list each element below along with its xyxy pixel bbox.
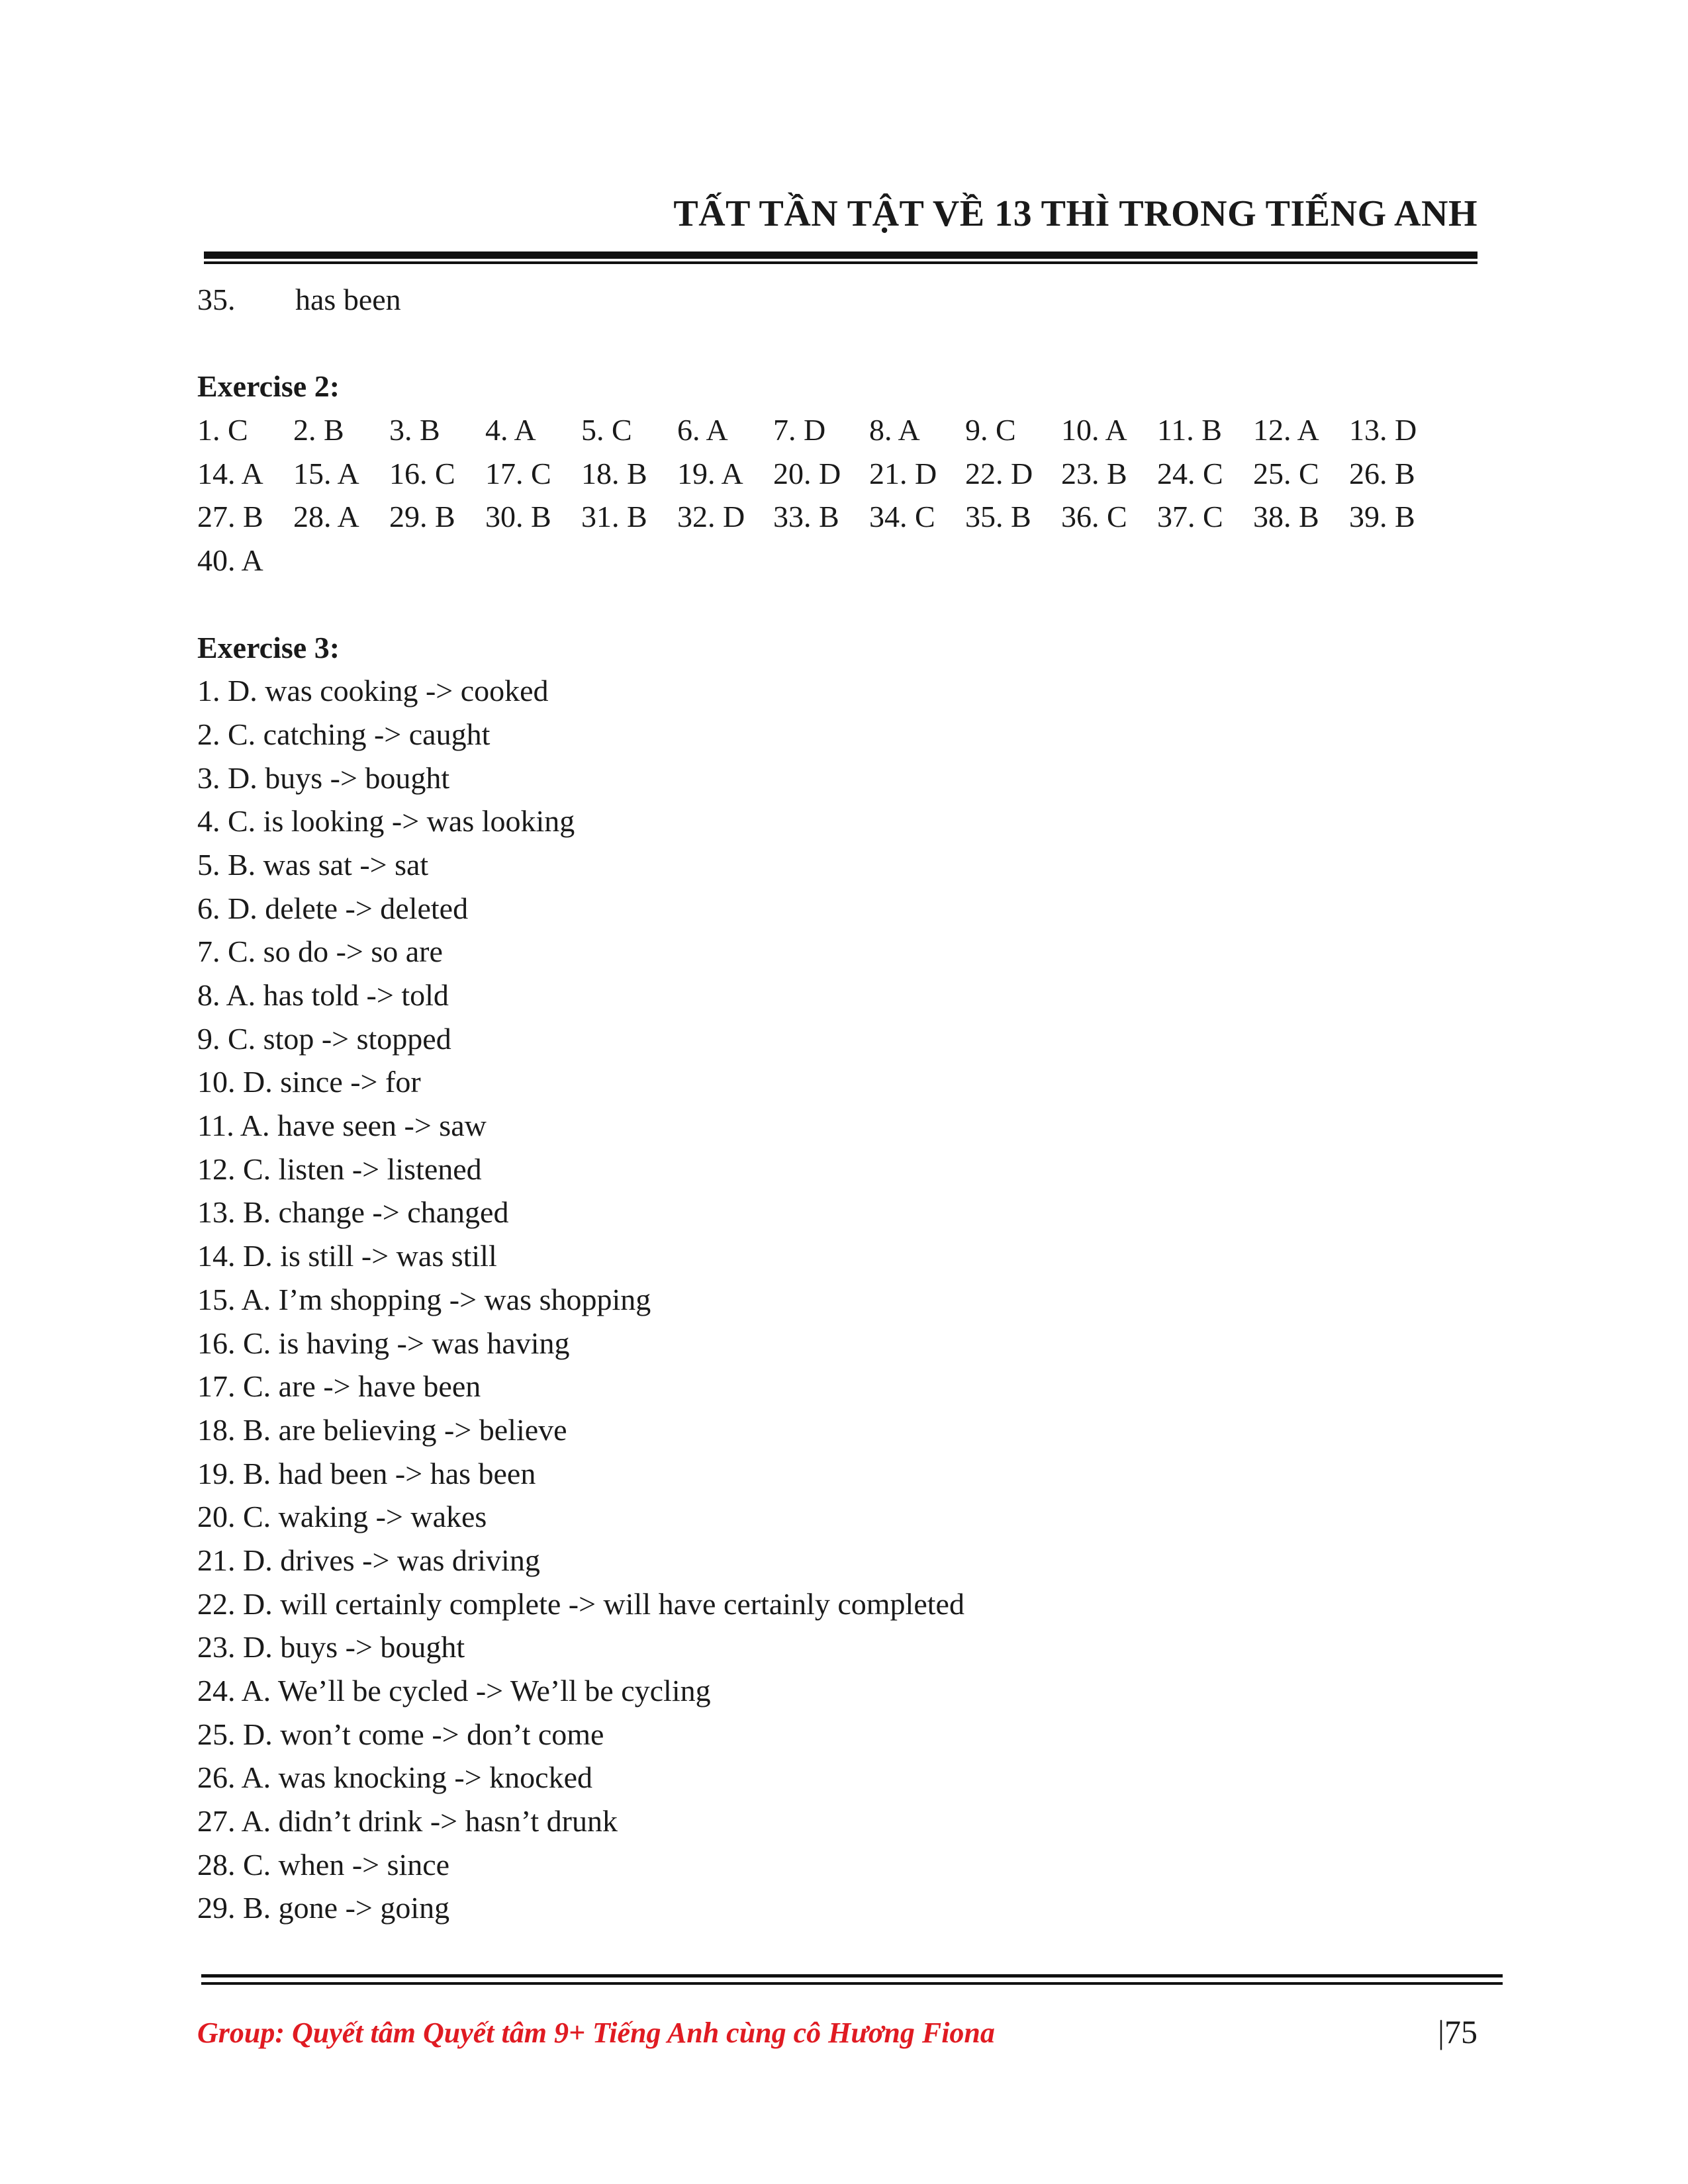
exercise-2-answer: 16. C	[389, 456, 455, 490]
exercise-2-answer: 29. B	[389, 500, 455, 534]
exercise-2-answer: 24. C	[1157, 456, 1223, 490]
exercise-2-answer: 4. A	[485, 413, 536, 447]
exercise-3-answer: 4. C. is looking -> was looking	[197, 804, 575, 839]
exercise-3-answer: 1. D. was cooking -> cooked	[197, 674, 549, 708]
exercise-3-answer: 11. A. have seen -> saw	[197, 1109, 487, 1143]
exercise-2-answer: 18. B	[581, 456, 647, 490]
exercise-2-answer: 25. C	[1253, 456, 1319, 490]
exercise-2-answer: 35. B	[965, 500, 1031, 534]
exercise-2-answer: 14. A	[197, 456, 263, 490]
exercise-2-answer: 8. A	[869, 413, 920, 447]
continued-answer-35	[197, 278, 1495, 322]
exercise-2-answer: 23. B	[1061, 456, 1127, 490]
exercise-2-answer: 40. A	[197, 543, 263, 578]
exercise-2-answer: 31. B	[581, 500, 647, 534]
exercise-2-answer: 6. A	[677, 413, 728, 447]
exercise-2-answer: 17. C	[485, 456, 551, 490]
exercise-2-answer: 26. B	[1349, 456, 1415, 490]
answer-text: has been	[295, 283, 401, 316]
exercise-3-answer: 26. A. was knocking -> knocked	[197, 1760, 593, 1795]
exercise-3-answer: 6. D. delete -> deleted	[197, 891, 469, 925]
exercise-2-answer: 3. B	[389, 413, 440, 447]
exercise-3-answer: 20. C. waking -> wakes	[197, 1500, 487, 1534]
exercise-2-answer: 11. B	[1157, 413, 1222, 447]
exercise-3-answer: 23. D. buys -> bought	[197, 1630, 465, 1664]
exercise-3-answer: 25. D. won’t come -> don’t come	[197, 1717, 604, 1751]
exercise-3-answer: 19. B. had been -> has been	[197, 1456, 536, 1490]
exercise-2-answer: 32. D	[677, 500, 745, 534]
exercise-2-answer: 38. B	[1253, 500, 1319, 534]
exercise-3-answer: 22. D. will certainly complete -> will have certainly completed	[197, 1586, 964, 1621]
spacer	[197, 582, 1495, 626]
exercise-2-answer-grid	[197, 408, 1495, 582]
exercise-3-heading: Exercise 3:	[197, 630, 340, 664]
exercise-2-heading: Exercise 2:	[197, 369, 340, 404]
exercise-2-answer: 22. D	[965, 456, 1033, 490]
footer-group-name: Group: Quyết tâm Quyết tâm 9+ Tiếng Anh cùng cô Hương Fiona	[197, 2017, 995, 2049]
exercise-3-answer: 2. C. catching -> caught	[197, 717, 491, 751]
exercise-2-answer: 21. D	[869, 456, 937, 490]
exercise-2-answer: 10. A	[1061, 413, 1127, 447]
exercise-2-answer: 33. B	[773, 500, 839, 534]
spacer	[197, 322, 1495, 365]
exercise-2-answer: 15. A	[293, 456, 359, 490]
exercise-2-answer: 30. B	[485, 500, 551, 534]
exercise-3-answer: 28. C. when -> since	[197, 1847, 450, 1882]
page-header-title: TẤT TẦN TẬT VỀ 13 THÌ TRONG TIẾNG ANH	[673, 193, 1477, 234]
exercise-3-answer: 24. A. We’ll be cycled -> We’ll be cycling	[197, 1674, 711, 1707]
exercise-3-answer: 21. D. drives -> was driving	[197, 1543, 540, 1577]
footer-divider-thick	[201, 1974, 1503, 1978]
header-divider-thick	[204, 251, 1477, 259]
exercise-2-answer: 20. D	[773, 456, 841, 490]
exercise-2-answer: 2. B	[293, 413, 344, 447]
exercise-2-answer: 9. C	[965, 413, 1016, 447]
exercise-2-answer: 1. C	[197, 413, 248, 447]
footer-divider-thin	[201, 1982, 1503, 1985]
exercise-2-answer: 5. C	[581, 413, 632, 447]
exercise-3-answer: 7. C. so do -> so are	[197, 934, 443, 969]
answer-number: 35.	[197, 283, 236, 316]
exercise-2-answer: 36. C	[1061, 500, 1127, 534]
exercise-3-answer: 8. A. has told -> told	[197, 978, 449, 1012]
header-divider-thin	[204, 261, 1477, 264]
exercise-2-answer: 37. C	[1157, 500, 1223, 534]
exercise-3-answer: 29. B. gone -> going	[197, 1891, 450, 1925]
exercise-3-answer: 9. C. stop -> stopped	[197, 1021, 451, 1056]
exercise-3-answer: 18. B. are believing -> believe	[197, 1412, 567, 1447]
exercise-2-answer: 39. B	[1349, 500, 1415, 534]
exercise-2-answer: 12. A	[1253, 413, 1319, 447]
exercise-3-answer: 12. C. listen -> listened	[197, 1152, 482, 1186]
answer-key-content	[197, 278, 1495, 1930]
exercise-2-answer: 13. D	[1349, 413, 1417, 447]
exercise-3-answer: 13. B. change -> changed	[197, 1195, 509, 1230]
exercise-3-answer: 15. A. I’m shopping -> was shopping	[197, 1282, 651, 1316]
exercise-3-answer: 27. A. didn’t drink -> hasn’t drunk	[197, 1804, 618, 1839]
exercise-3-answer: 5. B. was sat -> sat	[197, 847, 429, 882]
exercise-3-answer: 16. C. is having -> was having	[197, 1326, 570, 1360]
exercise-3-answer-list	[197, 669, 1495, 1930]
exercise-3-answer: 3. D. buys -> bought	[197, 760, 450, 795]
exercise-2-answer: 34. C	[869, 500, 935, 534]
exercise-2-answer: 19. A	[677, 456, 743, 490]
exercise-2-answer: 28. A	[293, 500, 359, 534]
page-number: |75	[1437, 2013, 1477, 2050]
exercise-2-answer: 27. B	[197, 500, 263, 534]
exercise-3-answer: 10. D. since -> for	[197, 1065, 421, 1099]
exercise-3-answer: 17. C. are -> have been	[197, 1369, 481, 1404]
exercise-3-answer: 14. D. is still -> was still	[197, 1239, 497, 1273]
exercise-2-answer: 7. D	[773, 413, 826, 447]
